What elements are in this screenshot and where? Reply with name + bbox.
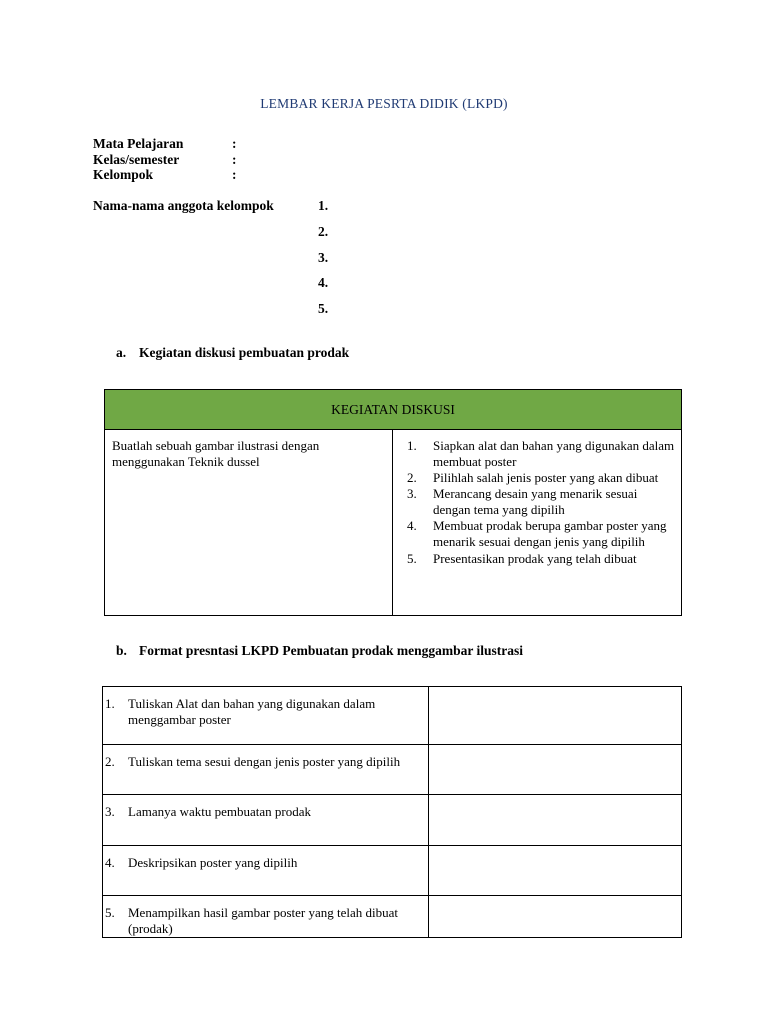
- section-a-heading: [116, 345, 349, 361]
- format-answer-cell[interactable]: [429, 745, 682, 795]
- table-row: [103, 846, 682, 896]
- table-row: [103, 795, 682, 846]
- table-row: [103, 745, 682, 795]
- format-table: [102, 686, 682, 938]
- list-item: 2. Pilihlah salah jenis poster yang akan dibuat: [407, 470, 659, 486]
- format-question: 2. Tuliskan tema sesui dengan jenis poster yang dipilih: [103, 745, 429, 795]
- diskusi-table: [104, 389, 682, 616]
- list-item: 1. Siapkan alat dan bahan yang digunakan dalam membuat poster: [407, 438, 675, 469]
- diskusi-steps-list: [393, 430, 681, 566]
- page-title: LEMBAR KERJA PESRTA DIDIK (LKPD): [260, 96, 508, 111]
- section-b-heading: [116, 643, 523, 659]
- format-answer-cell[interactable]: [429, 896, 682, 938]
- info-colon: :: [232, 167, 237, 182]
- diskusi-table-header: KEGIATAN DISKUSI: [105, 390, 682, 430]
- format-answer-cell[interactable]: [429, 846, 682, 896]
- info-colon: :: [232, 151, 237, 167]
- format-question: 1. Tuliskan Alat dan bahan yang digunakan dalam menggambar poster: [103, 687, 429, 745]
- member-number: 2.: [318, 223, 329, 239]
- info-label: Kelas/semester: [93, 151, 180, 167]
- table-row: [103, 687, 682, 745]
- format-answer-cell[interactable]: [429, 687, 682, 745]
- table-row: [103, 896, 682, 938]
- list-item: 5. Presentasikan prodak yang telah dibuat: [407, 550, 637, 566]
- member-number: 4.: [318, 275, 329, 291]
- member-number: 5.: [318, 301, 329, 317]
- diskusi-task: Buatlah sebuah gambar ilustrasi dengan menggunakan Teknik dussel: [105, 430, 393, 616]
- section-marker: a.: [116, 345, 127, 360]
- format-question: 3. Lamanya waktu pembuatan prodak: [103, 795, 429, 846]
- section-title: Format presntasi LKPD Pembuatan prodak menggambar ilustrasi: [139, 643, 524, 658]
- format-answer-cell[interactable]: [429, 795, 682, 846]
- members-label: Nama-nama anggota kelompok: [93, 198, 274, 213]
- diskusi-steps-cell: [393, 430, 682, 616]
- member-number: 3.: [318, 249, 329, 265]
- members-list: [318, 198, 328, 327]
- format-question: 5. Menampilkan hasil gambar poster yang telah dibuat (prodak): [103, 896, 429, 938]
- member-number: 1.: [318, 198, 329, 213]
- info-colon: :: [232, 136, 237, 151]
- info-label: Mata Pelajaran: [93, 136, 184, 151]
- list-item: 3. Merancang desain yang menarik sesuai dengan tema yang dipilih: [407, 486, 638, 518]
- section-title: Kegiatan diskusi pembuatan prodak: [139, 345, 350, 360]
- info-label: Kelompok: [93, 167, 154, 182]
- section-marker: b.: [116, 643, 127, 658]
- format-question: 4. Deskripsikan poster yang dipilih: [103, 846, 429, 896]
- list-item: 4. Membuat prodak berupa gambar poster yang menarik sesuai dengan jenis yang dipilih: [407, 518, 667, 550]
